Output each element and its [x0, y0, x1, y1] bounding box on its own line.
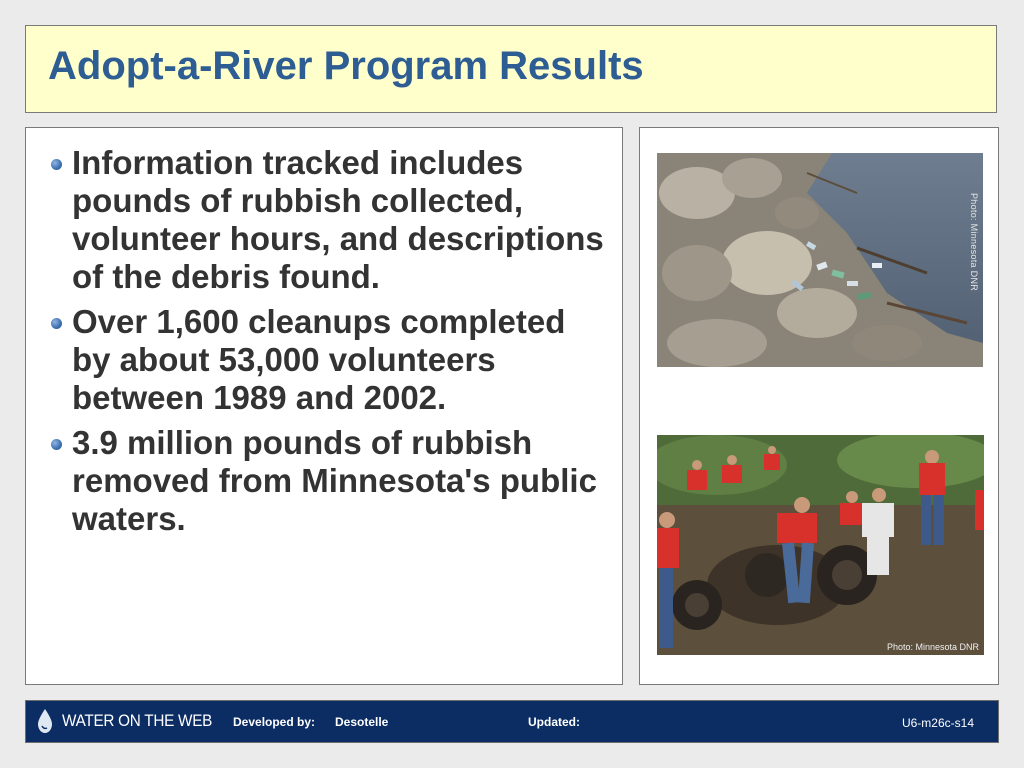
developed-by-name: Desotelle [335, 715, 389, 729]
photo-panel [639, 127, 999, 685]
bullet-item [48, 303, 608, 417]
bullet-icon [51, 318, 62, 329]
photo-credit: Photo: Minnesota DNR [886, 642, 979, 652]
footer-bar [25, 700, 999, 743]
slide-title: Adopt-a-River Program Results [48, 44, 644, 88]
title-banner [25, 25, 997, 113]
bullet-item [48, 424, 608, 538]
bullet-text: 3.9 million pounds of rubbish removed from Minnesota's public waters. [72, 424, 597, 537]
developed-by-label: Developed by: [233, 715, 316, 729]
slide-code: U6-m26c-s14 [901, 716, 974, 730]
water-on-the-web-logo [36, 707, 229, 735]
bullet-icon [51, 159, 62, 170]
bullet-list [48, 144, 608, 545]
updated-label: Updated: [528, 715, 580, 729]
bullet-icon [51, 439, 62, 450]
text-panel [25, 127, 623, 685]
water-drop-icon [36, 708, 54, 734]
bullet-text: Over 1,600 cleanups completed by about 53,000 volunteers between 1989 and 2002. [72, 303, 566, 416]
photo-credit: Photo: Minnesota DNR [969, 193, 979, 292]
volunteers-cleanup-photo [657, 435, 984, 655]
bullet-item [48, 144, 608, 296]
logo-text: WATER ON THE WEB [62, 711, 213, 730]
bullet-text: Information tracked includes pounds of rubbish collected, volunteer hours, and descriptions of the debris found. [72, 144, 604, 295]
riverbank-debris-photo [657, 153, 983, 367]
